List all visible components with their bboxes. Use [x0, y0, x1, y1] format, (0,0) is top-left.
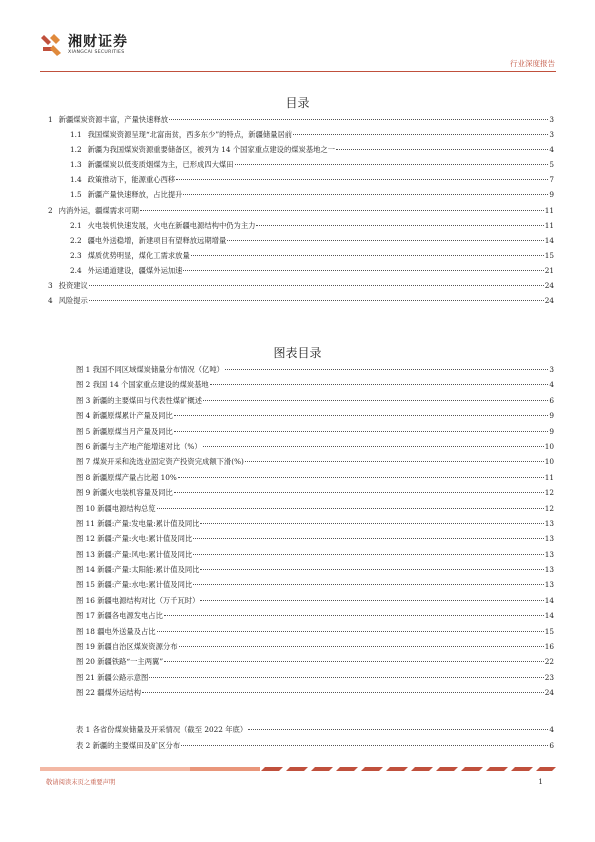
- entry-page-number: 10: [544, 457, 554, 467]
- entry-page-number: 13: [544, 534, 554, 544]
- entry-label: 图 11 新疆:产量:发电量:累计值及同比: [76, 518, 200, 528]
- toc-entry-number: 1.5: [70, 190, 82, 200]
- toc-entry[interactable]: [48, 218, 554, 233]
- entry-label: 图 12 新疆:产量:火电:累计值及同比: [76, 534, 193, 544]
- dot-leader: [200, 600, 543, 601]
- tables-list: [48, 722, 554, 754]
- entry-label: 内消外运，疆煤需求可期: [58, 205, 139, 215]
- entry-page-number: 13: [544, 549, 554, 559]
- entry-label: 新疆煤炭资源丰富，产量快速释放: [58, 115, 169, 124]
- dot-leader: [164, 661, 544, 662]
- dot-leader: [293, 134, 548, 135]
- entry-label: 图 2 我国 14 个国家重点建设的煤炭基地: [76, 380, 209, 390]
- figure-entry[interactable]: [48, 393, 554, 408]
- entry-page-number: 7: [549, 175, 554, 185]
- entry-page-number: 3: [549, 130, 554, 140]
- dot-leader: [256, 225, 543, 226]
- dot-leader: [174, 431, 549, 432]
- header-divider: [40, 71, 556, 72]
- figure-entry[interactable]: [48, 654, 554, 669]
- entry-page-number: 9: [549, 411, 554, 421]
- entry-page-number: 13: [544, 580, 554, 590]
- dot-leader: [200, 523, 543, 524]
- figure-entry[interactable]: [48, 470, 554, 485]
- dot-leader: [142, 692, 544, 693]
- entry-label: 图 21 新疆公路示意图: [76, 672, 149, 682]
- entry-page-number: 9: [549, 426, 554, 436]
- figure-entry[interactable]: [48, 639, 554, 654]
- entry-label: 图 6 新疆与主产地产能增速对比（%）: [76, 441, 202, 451]
- figure-entry[interactable]: [48, 362, 554, 377]
- entry-page-number: 4: [549, 145, 554, 155]
- dot-leader: [89, 285, 544, 286]
- toc-entry-number: 1.1: [70, 130, 82, 140]
- entry-label: 图 16 新疆电源结构对比（万千瓦时）: [76, 595, 200, 605]
- entry-label: 新疆煤炭以低变质烟煤为主，已形成四大煤田: [87, 160, 234, 170]
- dot-leader: [227, 240, 543, 241]
- figure-entry[interactable]: [48, 501, 554, 516]
- entry-page-number: 6: [549, 395, 554, 405]
- dot-leader: [174, 492, 544, 493]
- entry-label: 图 7 煤炭开采和洗选业固定资产投资完成额下滑(%): [76, 457, 244, 467]
- toc-entry[interactable]: [48, 293, 554, 308]
- dot-leader: [179, 646, 544, 647]
- toc-entry[interactable]: [48, 172, 554, 187]
- dot-leader: [200, 569, 543, 570]
- page-header: [0, 0, 595, 78]
- entry-label: 表 2 新疆的主要煤田及矿区分布: [76, 741, 181, 750]
- figures-list: [48, 362, 554, 701]
- dot-leader: [181, 745, 548, 746]
- dot-leader: [336, 149, 548, 150]
- toc-entry[interactable]: [48, 248, 554, 263]
- entry-page-number: 24: [544, 281, 554, 291]
- entry-label: 新疆为我国煤炭资源重要储备区，被列为 14 个国家重点建设的煤炭基地之一: [87, 145, 336, 155]
- entry-label: 图 22 疆煤外运结构: [76, 688, 142, 698]
- entry-page-number: 13: [544, 565, 554, 575]
- entry-page-number: 24: [544, 688, 554, 698]
- entry-label: 表 1 各省份煤炭储量及开采情况（截至 2022 年底）: [76, 725, 248, 734]
- entry-label: 图 9 新疆火电装机容量及同比: [76, 488, 173, 498]
- entry-label: 图 15 新疆:产量:水电:累计值及同比: [76, 580, 193, 590]
- toc-entry-number: 1: [48, 115, 53, 124]
- entry-label: 投资建议: [58, 281, 88, 291]
- entry-page-number: 14: [544, 611, 554, 621]
- footer-disclaimer: 敬请阅读末页之重要声明: [46, 779, 116, 786]
- dot-leader: [89, 300, 544, 301]
- toc-entry[interactable]: [48, 278, 554, 293]
- dot-leader: [157, 508, 544, 509]
- entry-label: 图 4 新疆原煤累计产量及同比: [76, 411, 173, 421]
- figure-entry[interactable]: [48, 624, 554, 639]
- entry-page-number: 16: [544, 642, 554, 652]
- figure-entry[interactable]: [48, 577, 554, 592]
- toc-entry[interactable]: [48, 203, 554, 218]
- toc-entry-number: 3: [48, 281, 53, 291]
- figure-entry[interactable]: [48, 562, 554, 577]
- dot-leader: [203, 446, 544, 447]
- table-entry[interactable]: [48, 738, 554, 754]
- entry-label: 图 1 我国不同区域煤炭储量分布情况（亿吨）: [76, 365, 224, 374]
- toc-entry-number: 1.2: [70, 145, 82, 155]
- entry-page-number: 15: [544, 626, 554, 636]
- logo-text-cn: 湘财证券: [68, 33, 128, 50]
- figure-entry[interactable]: [48, 516, 554, 531]
- logo-text-en: XIANGCAI SECURITIES: [68, 49, 125, 55]
- figure-entry[interactable]: [48, 608, 554, 623]
- toc-entry-number: 2.4: [70, 265, 82, 275]
- figure-entry[interactable]: [48, 593, 554, 608]
- dot-leader: [193, 538, 544, 539]
- entry-label: 政策推动下，能源重心西移: [87, 175, 176, 185]
- entry-label: 新疆产量快速释放，占比提升: [87, 190, 183, 200]
- dot-leader: [193, 554, 544, 555]
- toc-entry-number: 2.1: [70, 220, 82, 230]
- dot-leader: [191, 255, 544, 256]
- dot-leader: [203, 400, 548, 401]
- dot-leader: [164, 615, 544, 616]
- figure-entry[interactable]: [48, 685, 554, 700]
- dot-leader: [248, 729, 548, 730]
- entry-label: 图 13 新疆:产量:风电:累计值及同比: [76, 549, 193, 559]
- entry-label: 风险提示: [58, 296, 88, 306]
- entry-label: 疆电外送稳增，新建项目有望释放远期增量: [87, 235, 227, 245]
- entry-page-number: 10: [544, 441, 554, 451]
- figure-entry[interactable]: [48, 377, 554, 392]
- entry-page-number: 24: [544, 296, 554, 306]
- entry-page-number: 11: [544, 205, 554, 215]
- entry-page-number: 3: [549, 115, 554, 124]
- toc-entry-number: 4: [48, 296, 53, 306]
- company-logo: [40, 32, 128, 58]
- toc-entry-number: 2: [48, 205, 53, 215]
- entry-label: 外运通道建设，疆煤外运加速: [87, 265, 183, 275]
- xiangcai-logo-icon: [40, 32, 64, 58]
- entry-page-number: 4: [549, 380, 554, 390]
- figure-entry[interactable]: [48, 531, 554, 546]
- toc-entry[interactable]: [48, 127, 554, 142]
- dot-leader: [174, 415, 549, 416]
- toc-entry[interactable]: [48, 263, 554, 278]
- entry-page-number: 13: [544, 518, 554, 528]
- dot-leader: [235, 164, 549, 165]
- entry-label: 图 19 新疆自治区煤炭资源分布: [76, 642, 178, 652]
- entry-page-number: 22: [544, 657, 554, 667]
- toc-entry-number: 2.3: [70, 250, 82, 260]
- dot-leader: [178, 477, 544, 478]
- toc-list: [48, 112, 554, 308]
- figure-entry[interactable]: [48, 670, 554, 685]
- entry-label: 图 3 新疆的主要煤田与代表性煤矿概述: [76, 395, 203, 405]
- dot-leader: [183, 270, 543, 271]
- dot-leader: [193, 584, 544, 585]
- dot-leader: [183, 194, 548, 195]
- entry-page-number: 11: [544, 220, 554, 230]
- footer-decorative-bar: [40, 767, 556, 771]
- toc-entry[interactable]: [48, 112, 554, 127]
- entry-label: 图 14 新疆:产量:太阳能:累计值及同比: [76, 565, 200, 575]
- report-type-label: 行业深度报告: [510, 59, 555, 68]
- figure-entry[interactable]: [48, 439, 554, 454]
- figure-entry[interactable]: [48, 454, 554, 469]
- figure-entry[interactable]: [48, 424, 554, 439]
- toc-entry[interactable]: [48, 142, 554, 157]
- table-entry[interactable]: [48, 722, 554, 738]
- entry-label: 图 8 新疆原煤产量占比超 10%: [76, 472, 177, 482]
- page-number: 1: [538, 777, 543, 786]
- entry-label: 火电装机快速发展，火电在新疆电源结构中仍为主力: [87, 220, 256, 230]
- entry-page-number: 14: [544, 235, 554, 245]
- figure-entry[interactable]: [48, 408, 554, 423]
- entry-label: 图 17 新疆各电源发电占比: [76, 611, 163, 621]
- toc-entry[interactable]: [48, 157, 554, 172]
- dot-leader: [140, 210, 544, 211]
- dot-leader: [149, 677, 543, 678]
- entry-page-number: 23: [544, 672, 554, 682]
- toc-entry[interactable]: [48, 233, 554, 248]
- entry-page-number: 4: [549, 725, 554, 734]
- toc-entry-number: 1.4: [70, 175, 82, 185]
- dot-leader: [176, 179, 548, 180]
- entry-label: 图 18 疆电外送量及占比: [76, 626, 156, 636]
- entry-label: 图 5 新疆原煤当月产量及同比: [76, 426, 173, 436]
- dot-leader: [169, 119, 548, 120]
- entry-label: 我国煤炭资源呈现“北富南贫，西多东少”的特点，新疆储量居前: [87, 130, 293, 140]
- entry-page-number: 12: [544, 503, 554, 513]
- figure-entry[interactable]: [48, 485, 554, 500]
- entry-page-number: 14: [544, 595, 554, 605]
- dot-leader: [245, 461, 544, 462]
- dot-leader: [210, 384, 549, 385]
- toc-entry-number: 1.3: [70, 160, 82, 170]
- entry-page-number: 5: [549, 160, 554, 170]
- toc-title: 目录: [285, 96, 310, 110]
- entry-label: 煤质优势明显，煤化工需求放量: [87, 250, 190, 260]
- dot-leader: [225, 369, 548, 370]
- entry-label: 图 10 新疆电源结构总览: [76, 503, 156, 513]
- entry-page-number: 6: [549, 741, 554, 750]
- entry-page-number: 11: [544, 472, 554, 482]
- dot-leader: [157, 631, 544, 632]
- entry-label: 图 20 新疆铁路“一主两翼”: [76, 657, 164, 667]
- toc-entry-number: 2.2: [70, 235, 82, 245]
- entry-page-number: 12: [544, 488, 554, 498]
- toc-entry[interactable]: [48, 187, 554, 202]
- figure-entry[interactable]: [48, 547, 554, 562]
- entry-page-number: 21: [544, 265, 554, 275]
- figures-title: 图表目录: [273, 346, 322, 360]
- entry-page-number: 15: [544, 250, 554, 260]
- entry-page-number: 9: [549, 190, 554, 200]
- entry-page-number: 3: [549, 365, 554, 374]
